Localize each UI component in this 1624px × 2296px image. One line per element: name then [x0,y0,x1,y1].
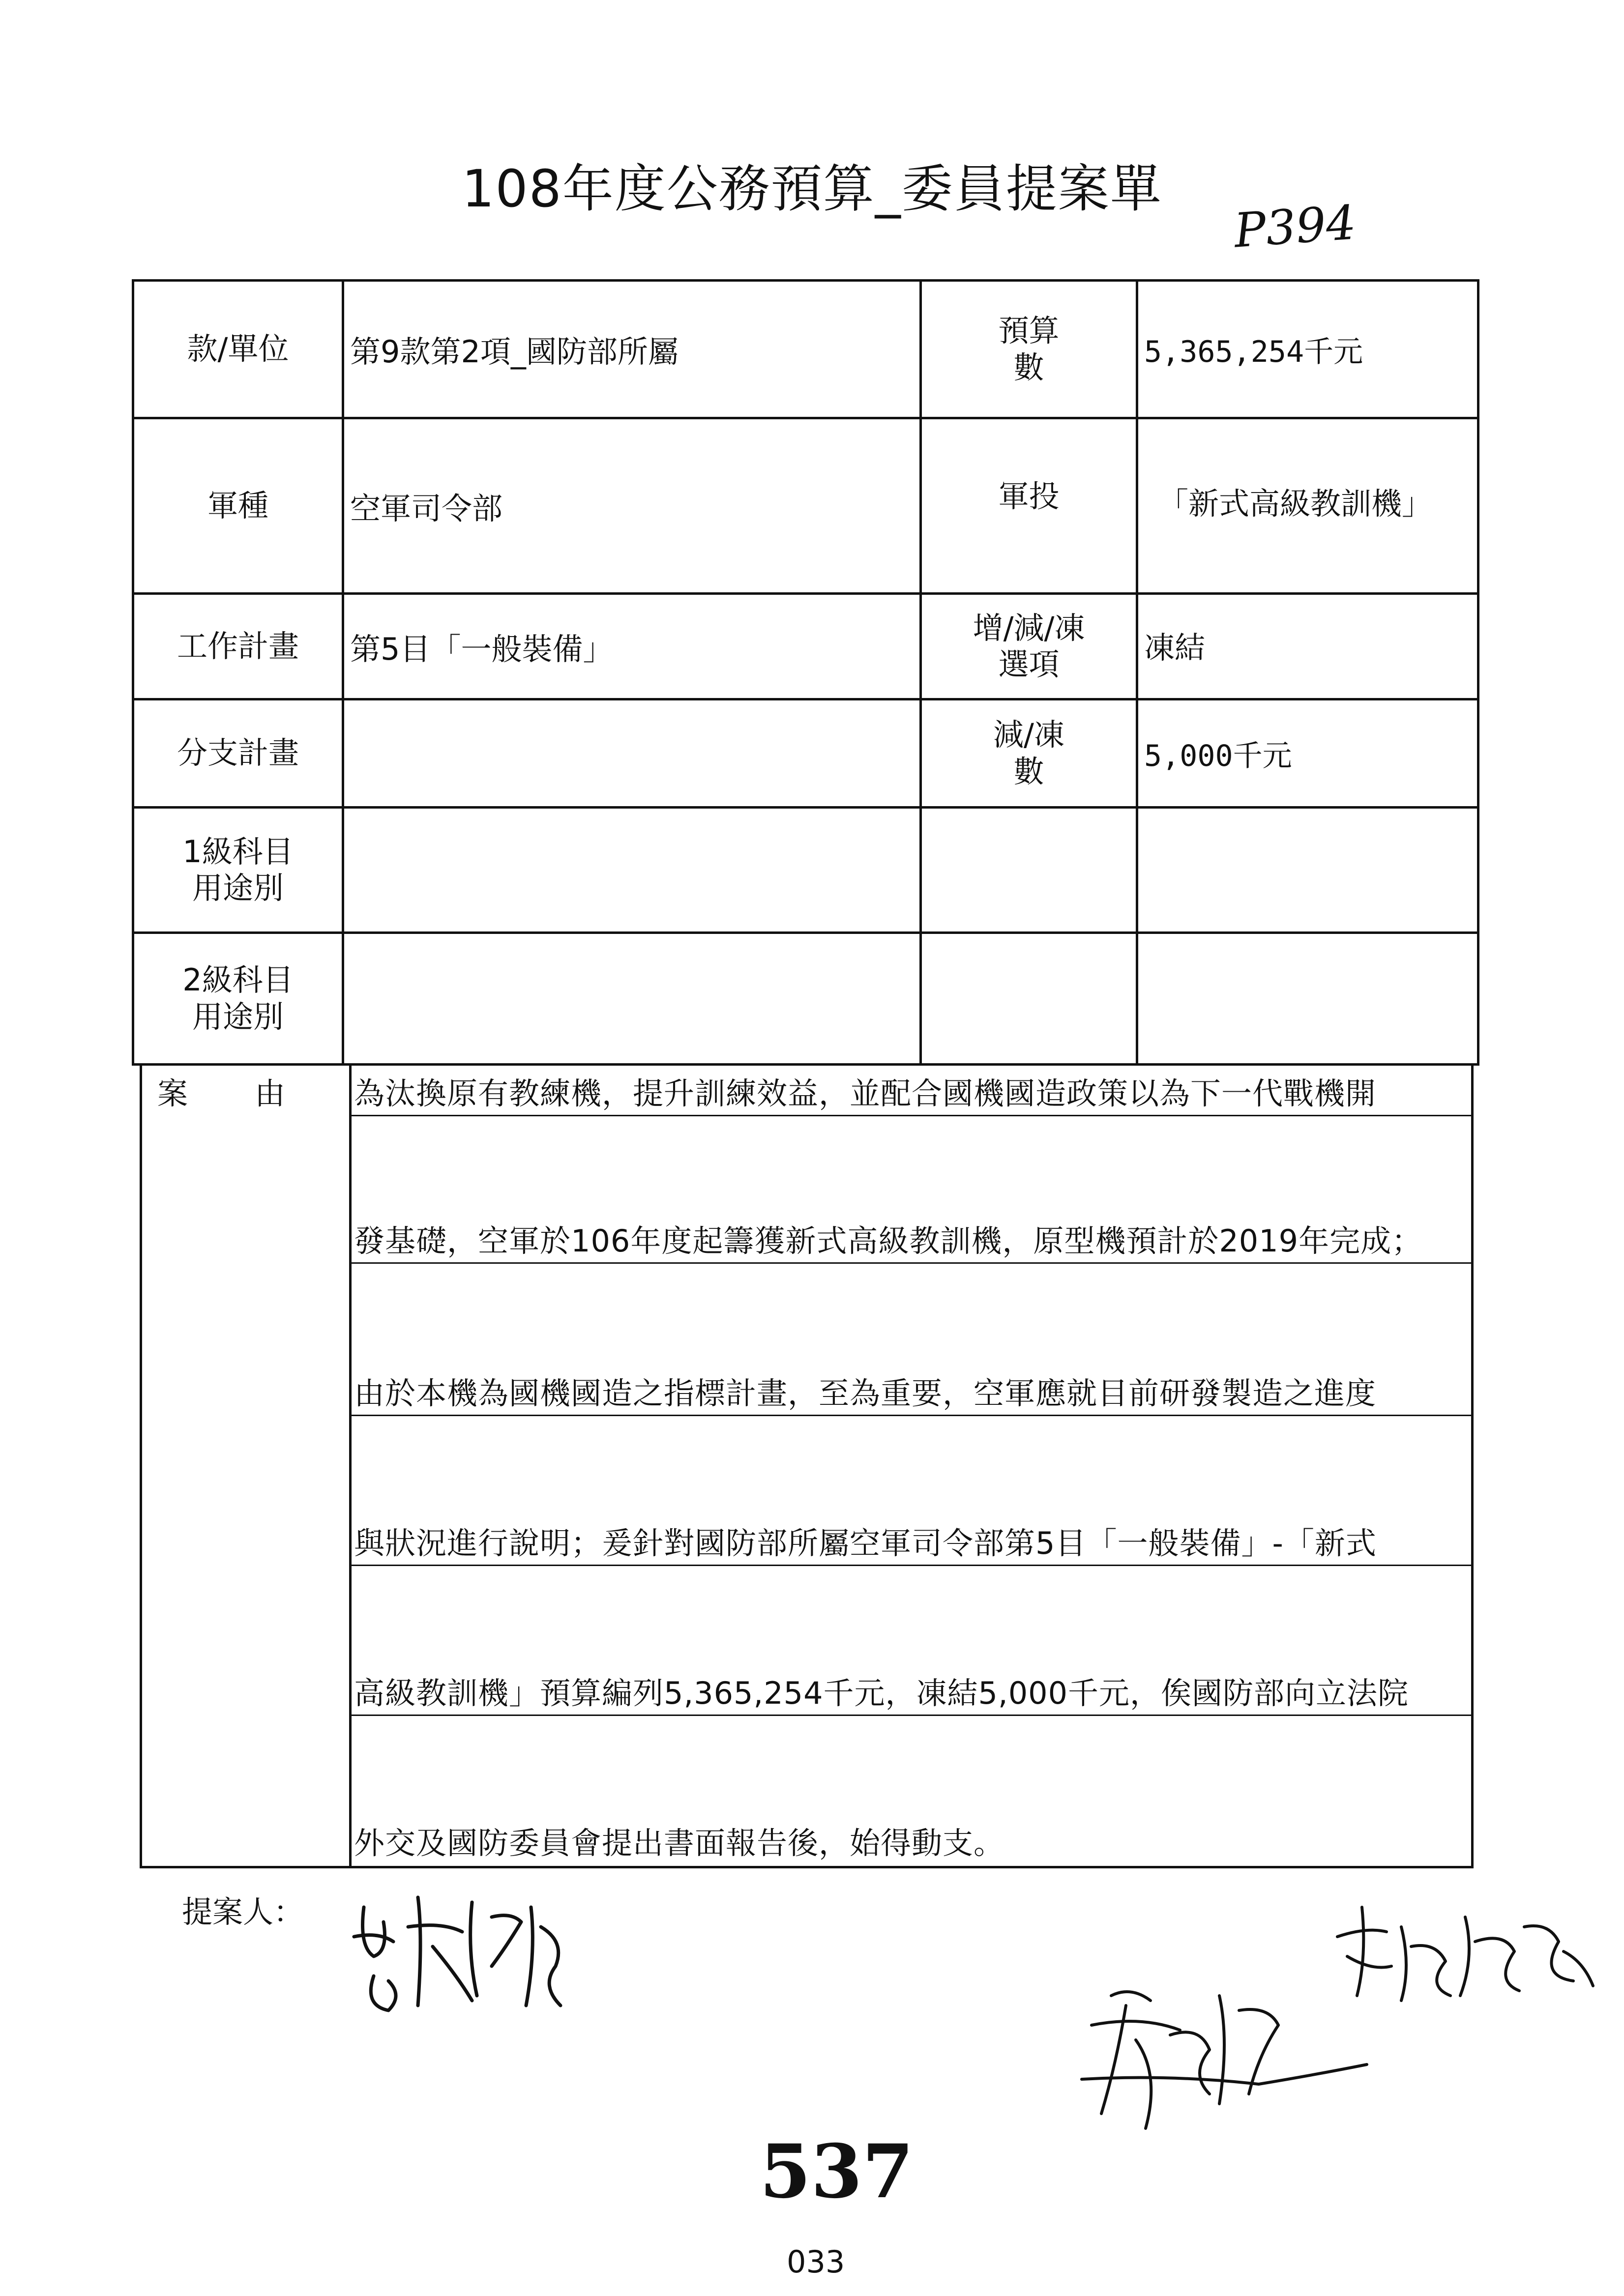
label-service-branch: 軍種 [207,487,268,523]
reason-line: 與狀況進行說明；爰針對國防部所屬空軍司令部第5目「一般裝備」-「新式 [354,1525,1377,1561]
value-unit: 第9款第2項_國防部所屬 [350,334,679,370]
handwritten-reference-mark: P394 [1232,195,1358,259]
label-level2-subject: 2級科目 用途別 [182,962,294,1035]
label-branch-plan: 分支計畫 [177,735,299,771]
label-level1-right [922,809,1136,931]
page-number: 033 [787,2244,845,2280]
reason-line: 為汰換原有教練機，提升訓練效益，並配合國機國造政策以為下一代戰機開 [354,1075,1377,1111]
reason-line: 外交及國防委員會提出書面報告後，始得動支。 [354,1825,1005,1861]
value-adjust-option: 凍結 [1144,630,1206,666]
label-freeze-amount: 減/凍 數 [993,717,1064,789]
handwritten-page-number: 537 [760,2128,914,2215]
value-level1-subject [344,809,919,931]
reason-line: 由於本機為國機國造之指標計畫，至為重要，空軍應就目前研發製造之進度 [354,1375,1377,1411]
value-level2-subject [344,934,919,1063]
value-level2-right [1138,934,1477,1063]
label-level1-subject: 1級科目 用途別 [182,833,294,906]
label-budget-amount: 預算 數 [998,313,1060,385]
label-unit: 款/單位 [187,331,289,367]
label-adjust-option: 增/減/凍 選項 [973,610,1085,682]
reason-line: 發基礎，空軍於106年度起籌獲新式高級教訓機，原型機預計於2019年完成； [354,1223,1423,1259]
value-service-branch: 空軍司令部 [350,490,503,526]
reason-line: 高級教訓機」預算編列5,365,254千元，凍結5,000千元，俟國防部向立法院 [354,1675,1409,1711]
value-work-plan: 第5目「一般裝備」 [350,631,614,667]
signature-3 [1328,1897,1603,2015]
page-title: 108年度公務預算_委員提案單 [462,159,1162,219]
label-military-investment: 軍投 [998,478,1060,514]
signature-1 [344,1878,600,2025]
value-level1-right [1138,809,1477,931]
label-work-plan: 工作計畫 [177,628,299,664]
value-freeze-amount: 5,000千元 [1144,738,1292,773]
value-military-investment: 「新式高級教訓機」 [1158,486,1433,522]
label-level2-right [922,934,1136,1063]
proposer-label: 提案人： [182,1894,304,1930]
label-reason: 案 由 [157,1075,288,1111]
value-budget-amount: 5,365,254千元 [1144,334,1363,369]
value-branch-plan [344,700,919,806]
